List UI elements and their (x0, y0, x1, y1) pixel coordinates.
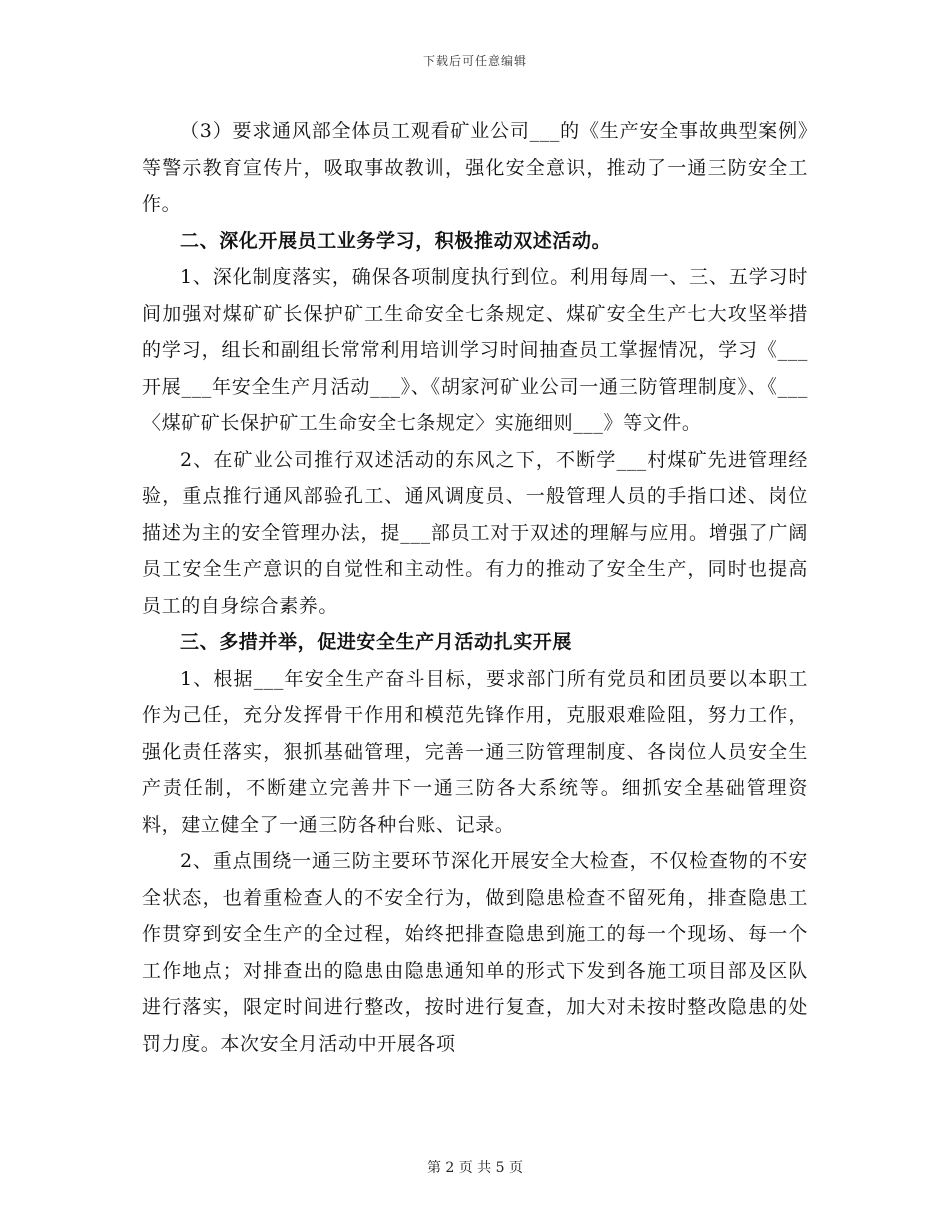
section-heading: 二、深化开展员工业务学习，积极推动双述活动。 (180, 229, 612, 252)
paragraph: 1、根据___年安全生产奋斗目标，要求部门所有党员和团员要以本职工作为己任，充分发挥骨干作用和模范先锋作用，克服艰难险阻，努力工作，强化责任落实，狠抓基础管理，完善一通三防管理制度、各岗位人员安全生产责任制，不断建立完善井下一通三防各大系统等。细抓安全基础管理资料，建立健全了一通三防各种台账、记录。 (142, 667, 808, 836)
page-header: 下载后可任意编辑 (422, 54, 527, 68)
paragraph: （3）要求通风部全体员工观看矿业公司___的《生产安全事故典型案例》等警示教育宣传片，吸取事故教训，强化安全意识，推动了一通三防安全工作。 (142, 120, 808, 215)
paragraph: 2、在矿业公司推行双述活动的东风之下，不断学___村煤矿先进管理经验，重点推行通风部验孔工、通风调度员、一般管理人员的手指口述、岗位描述为主的安全管理办法，提___部员工对于双述的理解与应用。增强了广阔员工安全生产意识的自觉性和主动性。有力的推动了安全生产，同时也提高员工的自身综合素养。 (142, 448, 808, 617)
paragraph: 2、重点围绕一通三防主要环节深化开展安全大检查，不仅检查物的不安全状态，也着重检查人的不安全行为，做到隐患检查不留死角，排查隐患工作贯穿到安全生产的全过程，始终把排查隐患到施工的每一个现场、每一个工作地点；对排查出的隐患由隐患通知单的形式下发到各施工项目部及区队进行落实，限定时间进行整改，按时进行复查，加大对未按时整改隐患的处罚力度。本次安全月活动中开展各项 (142, 850, 808, 1055)
paragraph: 1、深化制度落实，确保各项制度执行到位。利用每周一、三、五学习时间加强对煤矿矿长保护矿工生命安全七条规定、煤矿安全生产七大攻坚举措的学习，组长和副组长常常利用培训学习时间抽查员工掌握情况，学习《___开展___年安全生产月活动___》、《胡家河矿业公司一通三防管理制度》、《___〈煤矿矿长保护矿工生命安全七条规定〉实施细则___》等文件。 (142, 266, 808, 434)
section-heading: 三、多措并举，促进安全生产月活动扎实开展 (180, 631, 573, 653)
page-footer: 第 2 页 共 5 页 (426, 1160, 524, 1176)
document-body (142, 113, 808, 1062)
